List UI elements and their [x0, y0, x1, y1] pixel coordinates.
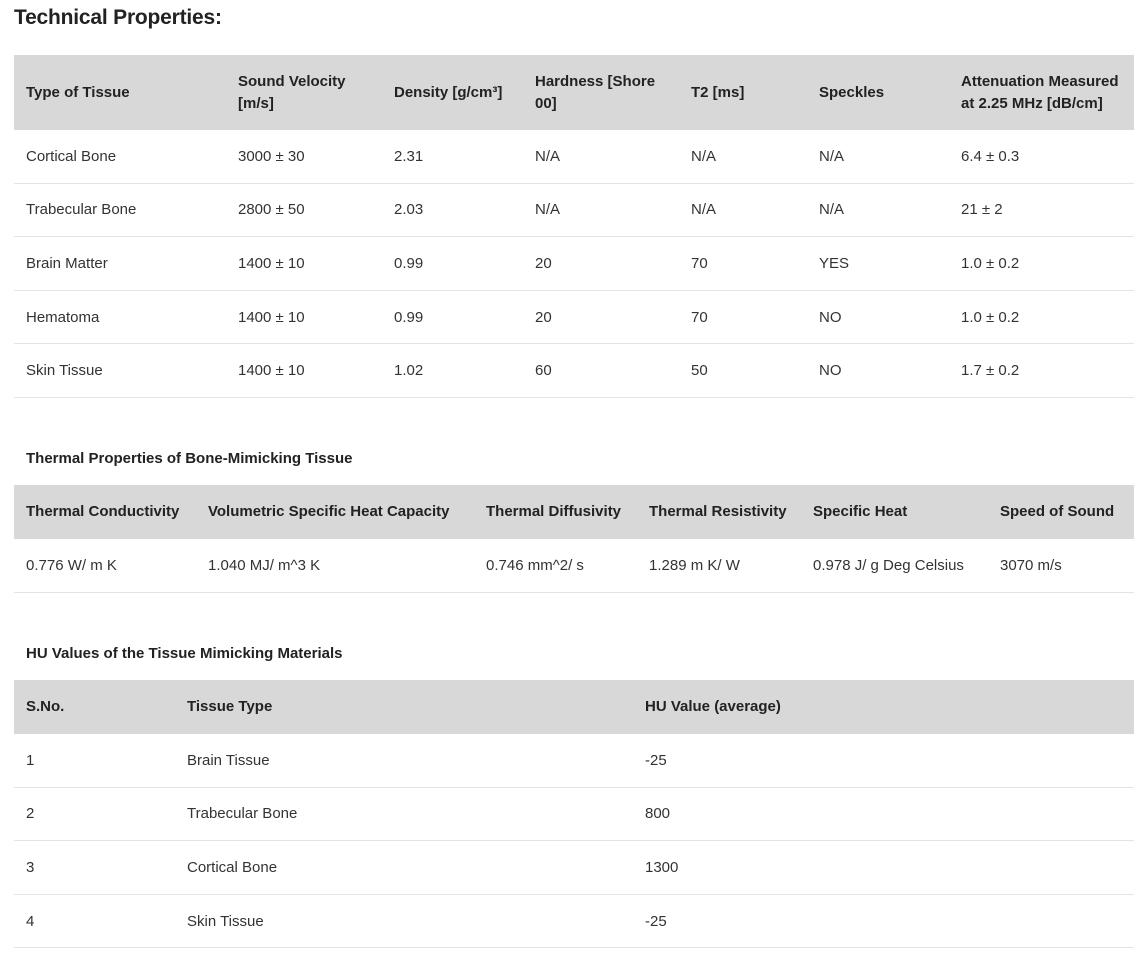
table-cell: 1.040 MJ/ m^3 K: [196, 539, 474, 593]
column-header: Specific Heat: [801, 485, 988, 539]
column-header: S.No.: [14, 680, 175, 734]
table-cell: -25: [633, 894, 1134, 948]
table-row: [14, 344, 1134, 398]
table-cell: 0.746 mm^2/ s: [474, 539, 637, 593]
table-row: [14, 130, 1134, 183]
column-header: Speckles: [807, 55, 949, 130]
table-cell: 800: [633, 787, 1134, 841]
table-cell: 1400 ± 10: [226, 344, 382, 398]
table-cell: 20: [523, 290, 679, 344]
table-cell: 50: [679, 344, 807, 398]
table-cell: 1.7 ± 0.2: [949, 344, 1134, 398]
table-cell: 20: [523, 237, 679, 291]
table-cell: Cortical Bone: [175, 841, 633, 895]
table-cell: 1.289 m K/ W: [637, 539, 801, 593]
table-cell: 6.4 ± 0.3: [949, 130, 1134, 183]
table-cell: 4: [14, 894, 175, 948]
table-cell: 3070 m/s: [988, 539, 1134, 593]
hu-section-title: HU Values of the Tissue Mimicking Materials: [26, 645, 343, 662]
table-row: [14, 841, 1134, 895]
table-row: [14, 734, 1134, 787]
column-header: T2 [ms]: [679, 55, 807, 130]
table-cell: 1.0 ± 0.2: [949, 237, 1134, 291]
table-cell: N/A: [523, 183, 679, 237]
table-cell: 1300: [633, 841, 1134, 895]
thermal-section-title: Thermal Properties of Bone-Mimicking Tissue: [26, 450, 353, 467]
table-row: [14, 539, 1134, 593]
table-cell: N/A: [523, 130, 679, 183]
table-cell: 21 ± 2: [949, 183, 1134, 237]
table-cell: Cortical Bone: [14, 130, 226, 183]
table-cell: Brain Matter: [14, 237, 226, 291]
table-row: [14, 237, 1134, 291]
table-cell: 0.978 J/ g Deg Celsius: [801, 539, 988, 593]
column-header: Hardness [Shore 00]: [523, 55, 679, 130]
table-cell: N/A: [679, 183, 807, 237]
column-header: Sound Velocity [m/s]: [226, 55, 382, 130]
table-cell: N/A: [807, 183, 949, 237]
column-header: Volumetric Specific Heat Capacity: [196, 485, 474, 539]
table-cell: 2: [14, 787, 175, 841]
column-header: Tissue Type: [175, 680, 633, 734]
table-cell: Skin Tissue: [14, 344, 226, 398]
table-cell: N/A: [679, 130, 807, 183]
column-header: Thermal Resistivity: [637, 485, 801, 539]
table-cell: 70: [679, 237, 807, 291]
table-cell: NO: [807, 290, 949, 344]
table-header-row: [14, 485, 1134, 539]
table-cell: 60: [523, 344, 679, 398]
table-cell: YES: [807, 237, 949, 291]
table-cell: 0.776 W/ m K: [14, 539, 196, 593]
table-cell: 2.31: [382, 130, 523, 183]
table-row: [14, 787, 1134, 841]
table-row: [14, 183, 1134, 237]
page-title: Technical Properties:: [14, 6, 222, 29]
table-cell: 3: [14, 841, 175, 895]
table-cell: Skin Tissue: [175, 894, 633, 948]
table-cell: 2.03: [382, 183, 523, 237]
column-header: Thermal Diffusivity: [474, 485, 637, 539]
table-cell: 1400 ± 10: [226, 290, 382, 344]
table-cell: NO: [807, 344, 949, 398]
table-cell: Trabecular Bone: [14, 183, 226, 237]
table-cell: 1: [14, 734, 175, 787]
table-cell: -25: [633, 734, 1134, 787]
column-header: Speed of Sound: [988, 485, 1134, 539]
table-cell: 70: [679, 290, 807, 344]
thermal-properties-table: [14, 485, 1134, 593]
table-cell: 1.0 ± 0.2: [949, 290, 1134, 344]
table-cell: Hematoma: [14, 290, 226, 344]
table-cell: Brain Tissue: [175, 734, 633, 787]
table-cell: 1.02: [382, 344, 523, 398]
table-row: [14, 894, 1134, 948]
table-header-row: [14, 55, 1134, 130]
table-cell: 1400 ± 10: [226, 237, 382, 291]
table-cell: N/A: [807, 130, 949, 183]
column-header: Thermal Conductivity: [14, 485, 196, 539]
table-row: [14, 290, 1134, 344]
hu-values-table: [14, 680, 1134, 948]
technical-properties-table: [14, 55, 1134, 398]
column-header: Attenuation Measured at 2.25 MHz [dB/cm]: [949, 55, 1134, 130]
table-cell: 3000 ± 30: [226, 130, 382, 183]
table-cell: 0.99: [382, 290, 523, 344]
table-cell: 0.99: [382, 237, 523, 291]
column-header: Density [g/cm³]: [382, 55, 523, 130]
column-header: Type of Tissue: [14, 55, 226, 130]
table-header-row: [14, 680, 1134, 734]
column-header: HU Value (average): [633, 680, 1134, 734]
table-cell: 2800 ± 50: [226, 183, 382, 237]
table-cell: Trabecular Bone: [175, 787, 633, 841]
